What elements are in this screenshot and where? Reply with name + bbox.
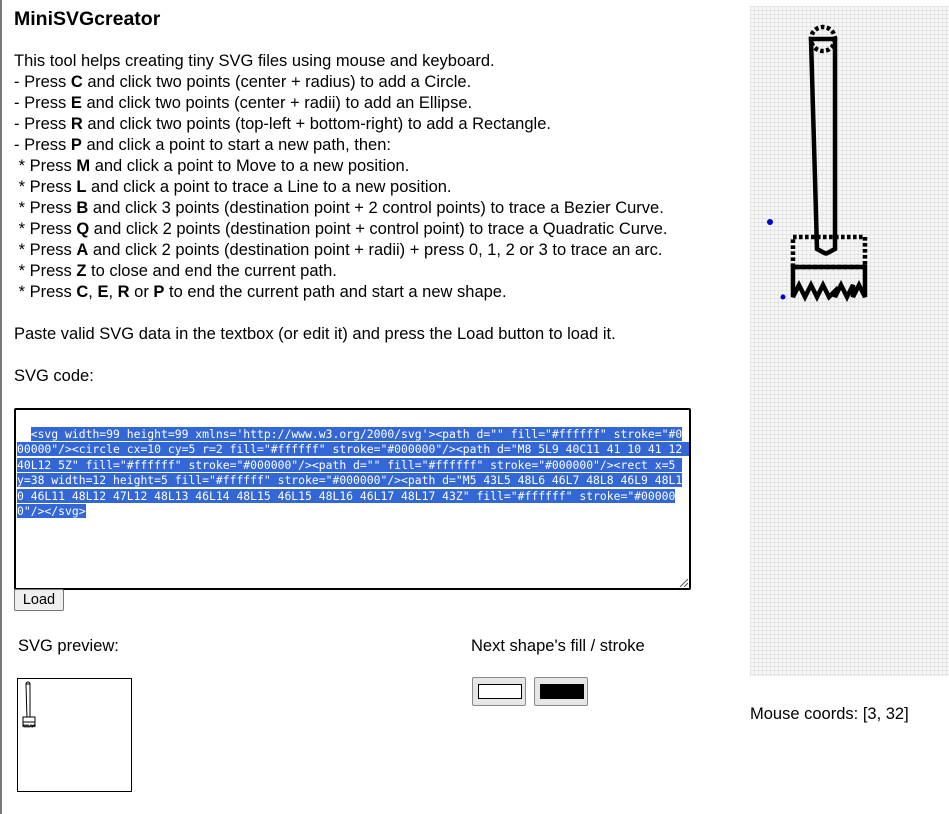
instruction-text: to close and end the current path. (86, 262, 337, 280)
svg-preview-label: SVG preview: (18, 637, 119, 655)
fill-color-swatch (478, 684, 522, 699)
instruction-key: L (76, 178, 87, 196)
instruction-line (14, 198, 667, 219)
instruction-text: - Press (14, 136, 71, 154)
instruction-text: - Press (14, 73, 71, 91)
preview-bristles (23, 722, 35, 727)
resize-grip-icon[interactable] (678, 577, 688, 587)
fill-color-button[interactable] (472, 677, 526, 706)
mouse-coords-label: Mouse coords: (750, 705, 859, 723)
instruction-line (14, 51, 667, 72)
svg-code-textarea[interactable] (14, 408, 691, 590)
instruction-key: E (70, 94, 82, 112)
instruction-text: * Press (14, 199, 77, 217)
mouse-coords-readout (750, 704, 909, 724)
instruction-text: - Press (14, 94, 71, 112)
window-left-border (0, 0, 2, 814)
instruction-key: R (70, 115, 83, 133)
instruction-line (14, 93, 667, 114)
instruction-key: P (153, 283, 165, 301)
preview-drawing (18, 679, 131, 791)
next-shape-label: Next shape's fill / stroke (471, 637, 645, 655)
instruction-line (14, 72, 667, 93)
svg-code-label: SVG code: (14, 367, 94, 385)
load-button[interactable]: Load (14, 589, 64, 611)
svg-code-text[interactable]: <svg width=99 height=99 xmlns='http://www.w3.org/2000/svg'><path d="" fill="#ffffff" stroke="#000000"/><circle cx=10 cy=5 r=2 fill="#ffffff" stroke="#000000"/><path d="M8 5L9 40C11 41 10 41 12 40L12 5Z" fill="#ffffff" stroke="#000000"/><path d="" fill="#ffffff" stroke="#000000"/><rect x=5 y=38 width=12 height=5 fill="#ffffff" stroke="#000000"/><path d="M5 43L5 48L6 46L7 48L8 46L9 48L10 46L11 48L12 47L12 48L13 46L14 48L15 46L15 48L16 46L17 48L17 43Z" fill="#ffffff" stroke="#000000"/></svg> (17, 426, 690, 518)
instruction-text: and click two points (center + radii) to add an Ellipse. (81, 94, 473, 112)
instruction-text: * Press (14, 262, 77, 280)
drawing-canvas[interactable] (750, 6, 949, 676)
instruction-line (14, 303, 667, 324)
cursor-point (767, 219, 773, 225)
canvas-grid (750, 6, 949, 676)
instruction-text: * Press (14, 220, 77, 238)
instruction-text: and click a point to trace a Line to a new position. (86, 178, 452, 196)
instruction-line (14, 324, 667, 345)
instruction-text: * Press (14, 283, 77, 301)
instruction-key: C (70, 73, 83, 91)
instruction-text: and click two points (center + radius) to add a Circle. (82, 73, 472, 91)
instruction-text: and click 3 points (destination point + 2 control points) to trace a Bezier Curve. (88, 199, 664, 217)
instruction-text: and click a point to start a new path, then: (81, 136, 391, 154)
instruction-text: or (129, 283, 154, 301)
instruction-key: P (70, 136, 82, 154)
mouse-coords-value: [3, 32] (862, 705, 909, 723)
instructions-text (14, 51, 667, 345)
instruction-line (14, 240, 667, 261)
instruction-line (14, 282, 667, 303)
instruction-text: , (88, 283, 98, 301)
instruction-line (14, 219, 667, 240)
page-title: MiniSVGcreator (14, 8, 161, 30)
preview-ferrule (23, 717, 35, 722)
instruction-line (14, 135, 667, 156)
instruction-key: Z (76, 262, 87, 280)
instruction-line (14, 177, 667, 198)
instruction-key: M (76, 157, 91, 175)
instruction-key: A (76, 241, 89, 259)
instruction-key: R (117, 283, 130, 301)
instruction-text: - Press (14, 115, 71, 133)
instruction-text: to end the current path and start a new shape. (164, 283, 507, 301)
instruction-key: Q (76, 220, 90, 238)
stroke-color-button[interactable] (534, 677, 588, 706)
svg-preview (17, 678, 132, 792)
stroke-color-swatch (540, 684, 584, 699)
instruction-text: * Press (14, 178, 77, 196)
instruction-text: Paste valid SVG data in the textbox (or edit it) and press the Load button to load it. (14, 325, 616, 343)
instruction-text: and click two points (top-left + bottom-right) to add a Rectangle. (82, 115, 551, 133)
instruction-key: E (97, 283, 109, 301)
instruction-text: This tool helps creating tiny SVG files using mouse and keyboard. (14, 52, 495, 70)
instruction-text: and click a point to Move to a new position. (90, 157, 410, 175)
instruction-text: , (108, 283, 118, 301)
instruction-text: and click 2 points (destination point + control point) to trace a Quadratic Curve. (89, 220, 668, 238)
instruction-line (14, 261, 667, 282)
instruction-text: and click 2 points (destination point + radii) + press 0, 1, 2 or 3 to trace an arc. (88, 241, 663, 259)
instruction-key: B (76, 199, 89, 217)
preview-handle (26, 684, 30, 720)
instruction-key: C (76, 283, 89, 301)
instruction-text: * Press (14, 241, 77, 259)
anchor-point (781, 295, 786, 300)
instruction-line (14, 114, 667, 135)
instruction-text: * Press (14, 157, 77, 175)
instruction-line (14, 156, 667, 177)
